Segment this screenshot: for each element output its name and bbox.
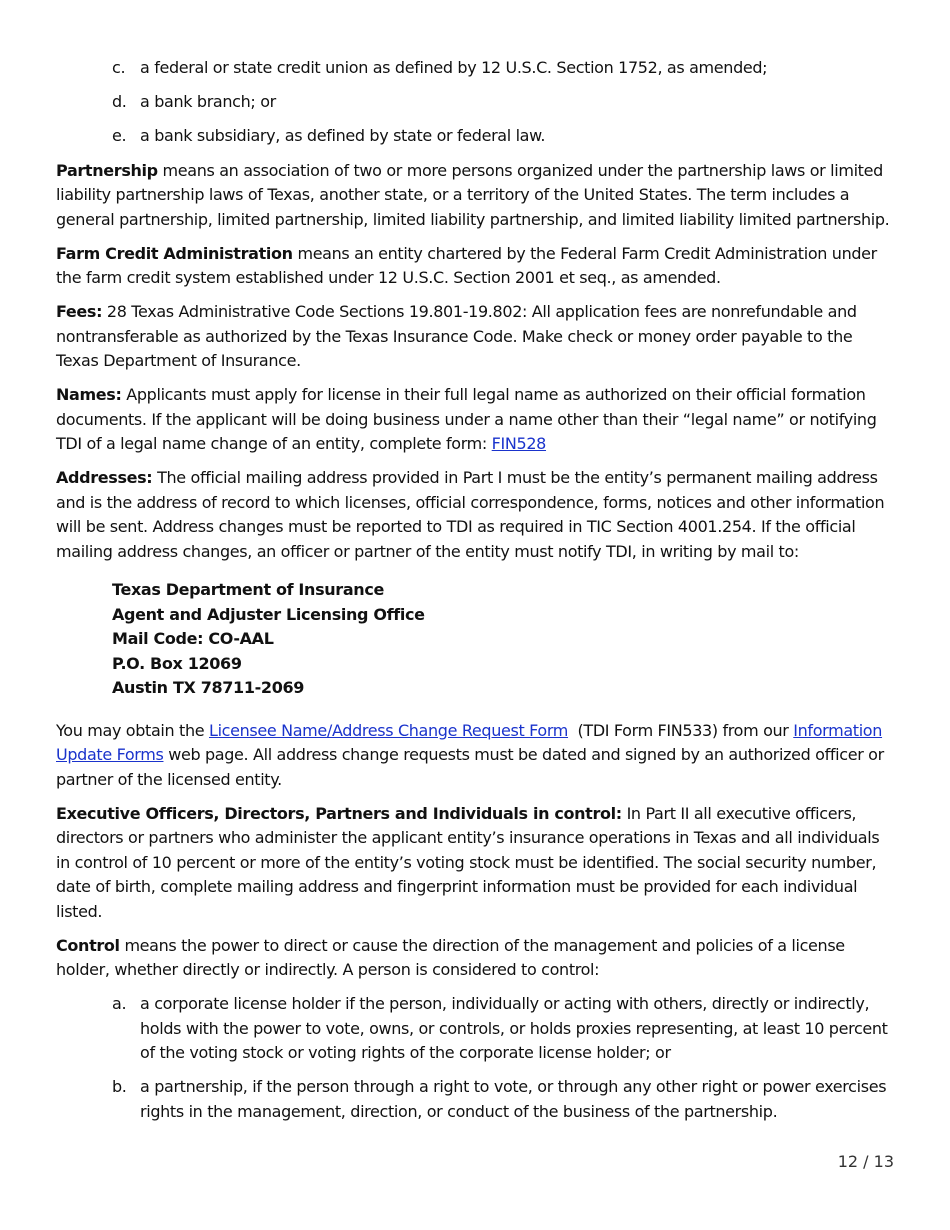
term: Partnership bbox=[56, 160, 158, 180]
addresses-section bbox=[56, 466, 896, 564]
definition-text: means the power to direct or cause the direction of the management and policies of a license holder, whether directly or indirectly. A person is considered to control: bbox=[56, 935, 845, 979]
list-marker: e. bbox=[112, 126, 127, 145]
names-section bbox=[56, 383, 896, 457]
control-list bbox=[56, 992, 896, 1124]
obtain-post: web page. All address change requests must be dated and signed by an authorized officer or partner of the licensed entity. bbox=[56, 745, 884, 789]
list-item-text: a federal or state credit union as defined by 12 U.S.C. Section 1752, as amended; bbox=[140, 58, 768, 77]
document-page bbox=[56, 56, 896, 1134]
section-text: 28 Texas Administrative Code Sections 19.801-19.802: All application fees are nonrefundable and nontransferable as authorized by the Texas Insurance Code. Make check or money order payable to the Texas Department of Insurance. bbox=[56, 302, 857, 370]
term: Farm Credit Administration bbox=[56, 243, 293, 263]
partnership-definition bbox=[56, 159, 896, 233]
fin528-link[interactable]: FIN528 bbox=[491, 434, 547, 453]
list-item bbox=[56, 992, 896, 1066]
list-item-text: a corporate license holder if the person, individually or acting with others, directly or indirectly, holds with the power to vote, owns, or controls, or holds proxies representing, at least 10 percent of the voting stock or voting rights of the corporate license holder; or bbox=[140, 994, 888, 1062]
definition-text: means an entity chartered by the Federal Farm Credit Administration under the farm credit system established under 12 U.S.C. Section 2001 et seq., as amended. bbox=[56, 243, 877, 287]
list-marker: c. bbox=[112, 58, 126, 77]
address-line: Agent and Adjuster Licensing Office bbox=[112, 604, 425, 624]
farm-credit-definition bbox=[56, 242, 896, 291]
term: Addresses: bbox=[56, 468, 153, 487]
address-line: Mail Code: CO-AAL bbox=[112, 629, 274, 648]
page-number: 12 / 13 bbox=[837, 1152, 894, 1171]
address-line: Texas Department of Insurance bbox=[112, 580, 384, 599]
term: Names: bbox=[56, 385, 122, 404]
fees-section bbox=[56, 300, 896, 374]
term: Control bbox=[56, 935, 120, 955]
list-item bbox=[56, 56, 896, 81]
list-item bbox=[56, 90, 896, 115]
control-definition bbox=[56, 934, 896, 983]
credit-institution-list bbox=[56, 56, 896, 149]
list-marker: d. bbox=[112, 92, 127, 111]
list-item bbox=[56, 1075, 896, 1124]
list-item-text: a partnership, if the person through a right to vote, or through any other right or power exercises rights in the management, direction, or conduct of the business of the partnership. bbox=[140, 1077, 887, 1121]
information-update-forms-link[interactable]: Information Update Forms bbox=[56, 720, 883, 764]
list-marker: a. bbox=[112, 994, 127, 1013]
obtain-pre: You may obtain the bbox=[56, 720, 209, 740]
list-item-text: a bank subsidiary, as defined by state or federal law. bbox=[140, 126, 546, 145]
obtain-form-paragraph bbox=[56, 719, 896, 793]
definition-text: means an association of two or more persons organized under the partnership laws or limited liability partnership laws of Texas, another state, or a territory of the United States. The term includes a general partnership, limited partnership, limited liability partnership, and limited liability limited partnership. bbox=[56, 160, 890, 229]
change-request-form-link[interactable]: Licensee Name/Address Change Request Form bbox=[209, 720, 569, 740]
section-text: In Part II all executive officers, directors or partners who administer the applicant entity’s insurance operations in Texas and all individuals in control of 10 percent or more of the entity’s voting stock must be identified. The social security number, date of birth, complete mailing address and fingerprint information must be provided for each individual listed. bbox=[56, 803, 880, 921]
list-item-text: a bank branch; or bbox=[140, 92, 276, 111]
list-item bbox=[56, 124, 896, 149]
address-line: Austin TX 78711-2069 bbox=[112, 678, 305, 697]
executive-officers-section bbox=[56, 802, 896, 925]
mailing-address-block bbox=[112, 578, 896, 701]
term: Fees: bbox=[56, 302, 103, 321]
section-text: Applicants must apply for license in their full legal name as authorized on their official formation documents. If the applicant will be doing business under a name other than their “legal name” or notifying TDI of a legal name change of an entity, complete form: bbox=[56, 385, 877, 453]
list-marker: b. bbox=[112, 1077, 127, 1096]
term: Executive Officers, Directors, Partners and Individuals in control: bbox=[56, 803, 622, 823]
section-text: The official mailing address provided in Part I must be the entity’s permanent mailing address and is the address of record to which licenses, official correspondence, forms, notices and other information will be sent. Address changes must be reported to TDI as required in TIC Section 4001.254. If the official mailing address changes, an officer or partner of the entity must notify TDI, in writing by mail to: bbox=[56, 468, 885, 561]
address-line: P.O. Box 12069 bbox=[112, 653, 242, 673]
obtain-mid: (TDI Form FIN533) from our bbox=[568, 720, 794, 740]
